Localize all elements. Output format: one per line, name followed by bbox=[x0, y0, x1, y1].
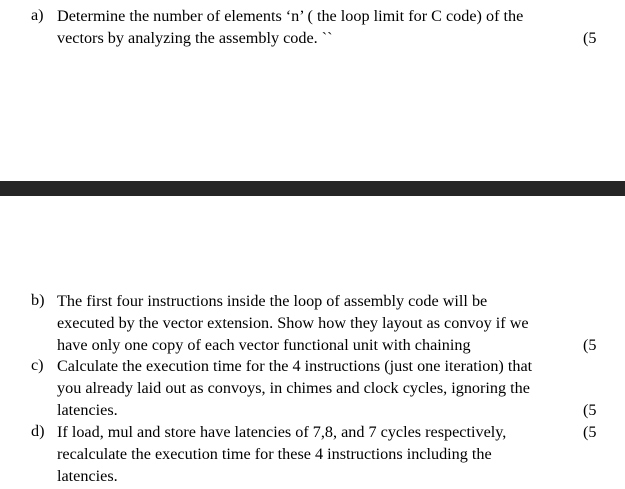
question-b-line-2: executed by the vector extension. Show how they layout as convoy if we bbox=[57, 314, 529, 332]
section-divider bbox=[0, 181, 625, 196]
question-a-line-2: vectors by analyzing the assembly code. `` bbox=[57, 29, 333, 47]
question-d-letter: d) bbox=[31, 422, 45, 440]
question-c-line-2: you already laid out as convoys, in chimes and clock cycles, ignoring the bbox=[57, 379, 530, 397]
question-b-line-1: The first four instructions inside the loop of assembly code will be bbox=[57, 292, 488, 310]
question-c-line-1: Calculate the execution time for the 4 instructions (just one iteration) that bbox=[57, 357, 533, 375]
question-d-line-1: If load, mul and store have latencies of 7,8, and 7 cycles respectively, bbox=[57, 423, 507, 441]
question-b-marks: (5 bbox=[583, 336, 597, 354]
question-c-line-3: latencies. bbox=[57, 401, 118, 419]
question-d-marks: (5 bbox=[583, 423, 597, 441]
question-b-line-3: have only one copy of each vector functional unit with chaining bbox=[57, 336, 471, 354]
question-a-line-1: Determine the number of elements ‘n’ ( the loop limit for C code) of the bbox=[57, 7, 524, 25]
question-d-line-3: latencies. bbox=[57, 467, 118, 485]
question-a-marks: (5 bbox=[583, 29, 597, 47]
question-a-letter: a) bbox=[31, 6, 44, 24]
question-d-line-2: recalculate the execution time for these 4 instructions including the bbox=[57, 445, 492, 463]
question-b-letter: b) bbox=[31, 291, 45, 309]
question-c-letter: c) bbox=[31, 356, 44, 374]
question-c-marks: (5 bbox=[583, 401, 597, 419]
